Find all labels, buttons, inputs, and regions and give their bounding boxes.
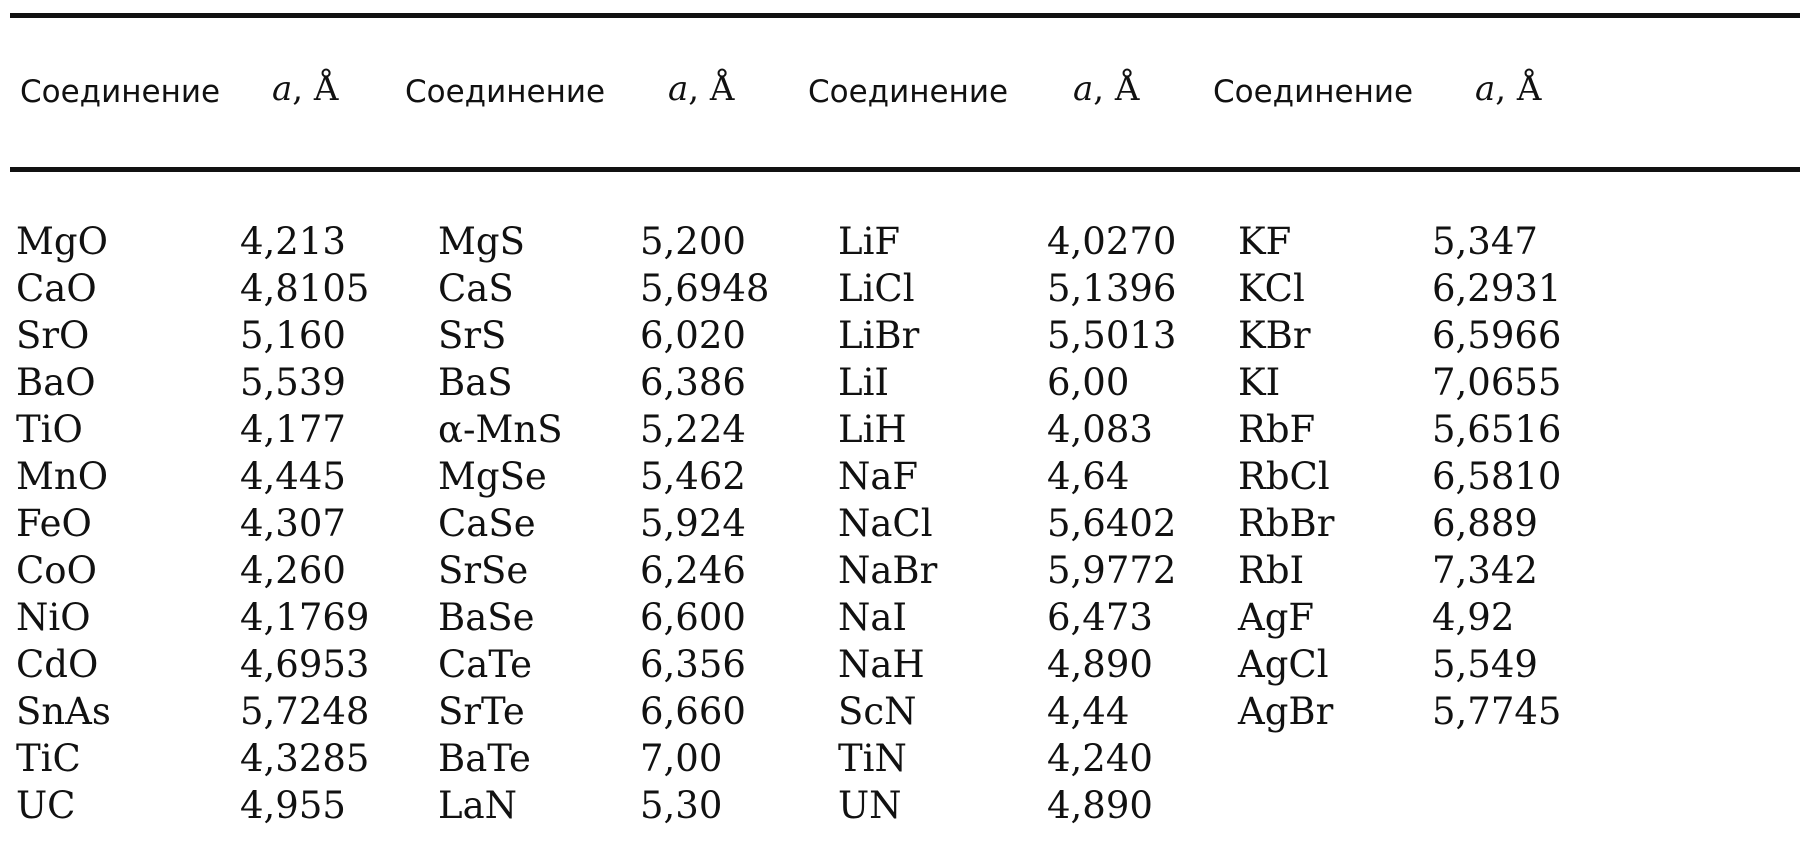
value-cell: 5,1396 <box>1047 267 1177 310</box>
value-cell: 6,2931 <box>1432 267 1562 310</box>
compound-cell: SrS <box>438 314 507 357</box>
compound-column-2 <box>438 218 563 829</box>
header-compound-2: Соединение <box>405 74 606 110</box>
compound-cell: CaO <box>16 267 97 310</box>
value-cell: 5,5013 <box>1047 314 1177 357</box>
value-column-2 <box>640 218 769 829</box>
compound-cell: AgCl <box>1238 643 1329 686</box>
compound-cell: FeO <box>16 502 92 545</box>
header-lattice-symbol: a <box>1475 69 1496 109</box>
compound-cell: BaTe <box>438 737 531 780</box>
value-cell: 4,3285 <box>240 737 370 780</box>
compound-cell: MgO <box>16 220 108 263</box>
compound-cell: NaCl <box>838 502 933 545</box>
value-cell: 5,200 <box>640 220 746 263</box>
value-cell: 7,342 <box>1432 549 1538 592</box>
header-lattice-unit: , Å <box>1093 69 1140 109</box>
value-cell: 5,347 <box>1432 220 1538 263</box>
compound-cell: LiF <box>838 220 901 263</box>
value-cell: 4,6953 <box>240 643 370 686</box>
compound-cell: SrSe <box>438 549 529 592</box>
compound-cell: UC <box>16 784 76 827</box>
compound-cell: CaS <box>438 267 514 310</box>
value-cell: 6,660 <box>640 690 746 733</box>
compound-cell: KI <box>1238 361 1281 404</box>
compound-cell: LaN <box>438 784 518 827</box>
value-cell: 6,246 <box>640 549 746 592</box>
compound-cell: α-MnS <box>438 408 563 451</box>
value-cell: 6,020 <box>640 314 746 357</box>
compound-column-1 <box>16 218 111 829</box>
value-cell: 4,0270 <box>1047 220 1177 263</box>
header-lattice-symbol: a <box>668 69 689 109</box>
value-cell: 4,260 <box>240 549 346 592</box>
header-lattice-unit: , Å <box>688 69 735 109</box>
header-lattice-unit: , Å <box>1495 69 1542 109</box>
compound-cell: NaI <box>838 596 908 639</box>
compound-cell: MgSe <box>438 455 547 498</box>
value-column-1 <box>240 218 369 829</box>
header-lattice-symbol: a <box>1073 69 1094 109</box>
value-cell: 5,7248 <box>240 690 370 733</box>
compound-cell: RbF <box>1238 408 1316 451</box>
compound-cell: KCl <box>1238 267 1305 310</box>
compound-cell: AgBr <box>1238 690 1334 733</box>
header-bottom-rule <box>10 167 1800 172</box>
value-cell: 4,445 <box>240 455 346 498</box>
compound-cell: CoO <box>16 549 97 592</box>
compound-cell: SrO <box>16 314 90 357</box>
value-cell: 6,356 <box>640 643 746 686</box>
compound-cell: CdO <box>16 643 99 686</box>
value-cell: 5,924 <box>640 502 746 545</box>
compound-cell: SrTe <box>438 690 525 733</box>
value-cell: 5,462 <box>640 455 746 498</box>
value-cell: 4,955 <box>240 784 346 827</box>
compound-cell: LiI <box>838 361 890 404</box>
compound-cell: LiBr <box>838 314 920 357</box>
header-lattice-1 <box>272 66 338 112</box>
header-compound-3: Соединение <box>808 74 1009 110</box>
value-cell: 5,30 <box>640 784 723 827</box>
compound-cell: NaF <box>838 455 919 498</box>
value-cell: 4,8105 <box>240 267 370 310</box>
value-cell: 4,213 <box>240 220 346 263</box>
compound-cell: TiN <box>838 737 907 780</box>
value-cell: 6,386 <box>640 361 746 404</box>
value-cell: 5,6948 <box>640 267 770 310</box>
value-cell: 4,177 <box>240 408 346 451</box>
header-lattice-2 <box>668 66 734 112</box>
value-cell: 5,6402 <box>1047 502 1177 545</box>
header-lattice-unit: , Å <box>292 69 339 109</box>
value-cell: 6,473 <box>1047 596 1153 639</box>
compound-cell: NiO <box>16 596 91 639</box>
value-cell: 4,240 <box>1047 737 1153 780</box>
value-cell: 5,6516 <box>1432 408 1562 451</box>
compound-cell: AgF <box>1238 596 1315 639</box>
compound-cell: BaO <box>16 361 96 404</box>
value-cell: 4,44 <box>1047 690 1130 733</box>
value-cell: 6,600 <box>640 596 746 639</box>
value-column-4 <box>1432 218 1561 735</box>
compound-cell: ScN <box>838 690 917 733</box>
value-cell: 4,92 <box>1432 596 1515 639</box>
value-cell: 4,307 <box>240 502 346 545</box>
value-cell: 4,890 <box>1047 643 1153 686</box>
value-cell: 5,7745 <box>1432 690 1562 733</box>
compound-cell: RbCl <box>1238 455 1330 498</box>
compound-cell: LiH <box>838 408 907 451</box>
value-cell: 5,549 <box>1432 643 1538 686</box>
value-cell: 4,1769 <box>240 596 370 639</box>
value-cell: 7,00 <box>640 737 723 780</box>
compound-cell: BaS <box>438 361 513 404</box>
compound-column-3 <box>838 218 937 829</box>
value-cell: 5,160 <box>240 314 346 357</box>
compound-cell: BaSe <box>438 596 535 639</box>
compound-cell: NaBr <box>838 549 938 592</box>
compound-cell: LiCl <box>838 267 915 310</box>
compound-cell: CaTe <box>438 643 533 686</box>
header-compound-4: Соединение <box>1213 74 1414 110</box>
compound-cell: MnO <box>16 455 109 498</box>
value-cell: 4,890 <box>1047 784 1153 827</box>
header-lattice-symbol: a <box>272 69 293 109</box>
compound-cell: TiO <box>16 408 83 451</box>
header-compound-1: Соединение <box>20 74 221 110</box>
compound-cell: MgS <box>438 220 525 263</box>
compound-cell: NaH <box>838 643 925 686</box>
value-cell: 6,5966 <box>1432 314 1562 357</box>
value-cell: 5,224 <box>640 408 746 451</box>
value-cell: 5,9772 <box>1047 549 1177 592</box>
header-lattice-4 <box>1475 66 1541 112</box>
compound-cell: SnAs <box>16 690 111 733</box>
value-cell: 5,539 <box>240 361 346 404</box>
value-cell: 4,083 <box>1047 408 1153 451</box>
table-top-rule <box>10 13 1800 18</box>
value-column-3 <box>1047 218 1176 829</box>
value-cell: 4,64 <box>1047 455 1130 498</box>
value-cell: 6,00 <box>1047 361 1130 404</box>
compound-cell: RbI <box>1238 549 1305 592</box>
value-cell: 6,889 <box>1432 502 1538 545</box>
compound-column-4 <box>1238 218 1334 735</box>
compound-cell: KBr <box>1238 314 1311 357</box>
compound-cell: CaSe <box>438 502 536 545</box>
value-cell: 6,5810 <box>1432 455 1562 498</box>
compound-cell: TiC <box>16 737 81 780</box>
value-cell: 7,0655 <box>1432 361 1562 404</box>
compound-cell: KF <box>1238 220 1292 263</box>
header-lattice-3 <box>1073 66 1139 112</box>
compound-cell: UN <box>838 784 902 827</box>
compound-cell: RbBr <box>1238 502 1335 545</box>
